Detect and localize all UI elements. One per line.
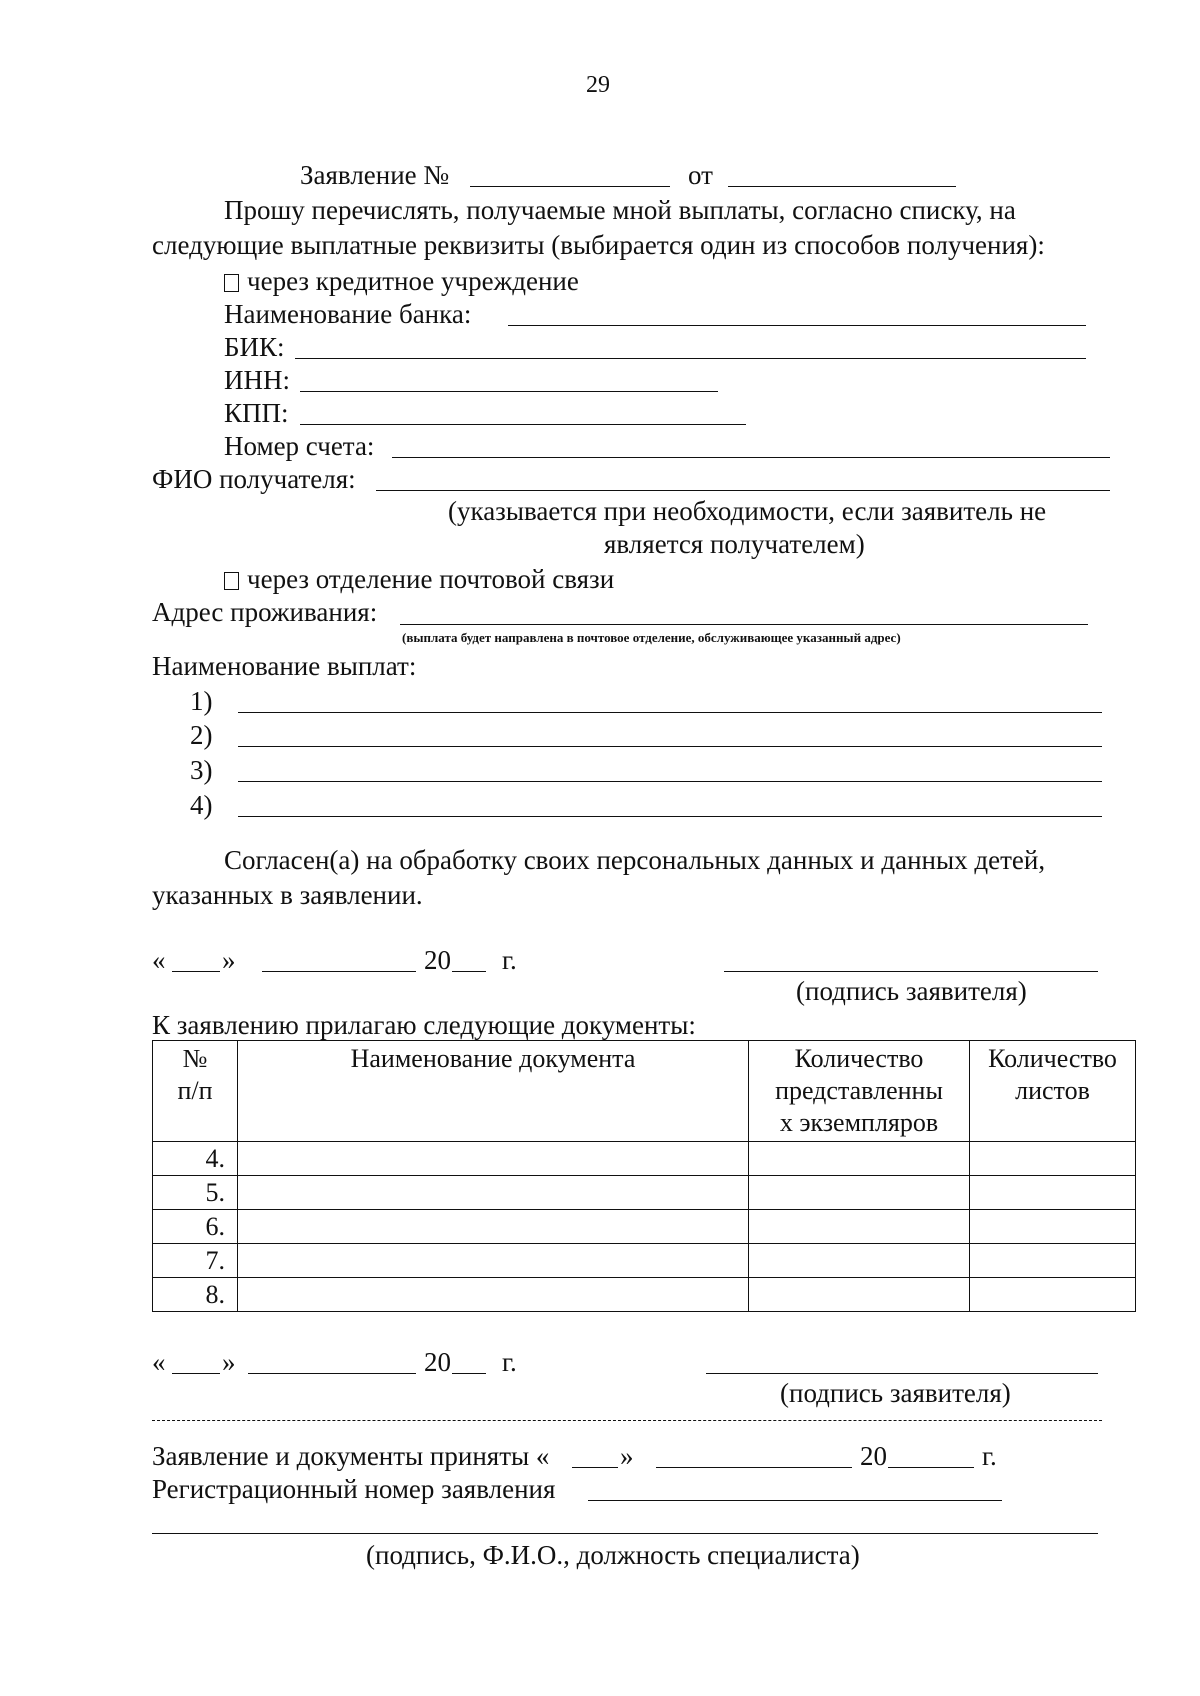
copies-cell[interactable] [749,1142,970,1176]
header-sheets: Количество листов [970,1041,1136,1142]
year-field[interactable] [452,1373,486,1374]
row-number: 7. [153,1244,238,1278]
recipient-note-line-1: (указывается при необходимости, если заявитель не [448,496,1047,526]
header-document-name: Наименование документа [238,1041,749,1142]
kpp-field[interactable] [300,424,746,425]
application-number-field[interactable] [470,186,670,187]
documents-label: К заявлению прилагаю следующие документы: [152,1010,696,1040]
payment-field[interactable] [238,781,1102,782]
date-close-quote: » [222,1347,236,1377]
payment-field[interactable] [238,746,1102,747]
copies-cell[interactable] [749,1278,970,1312]
table-row [153,1176,1136,1210]
option-post-label: через отделение почтовой связи [247,564,615,594]
kpp-label: КПП: [224,398,289,428]
table-row [153,1210,1136,1244]
sheets-cell[interactable] [970,1244,1136,1278]
month-field[interactable] [248,1373,416,1374]
year-suffix: г. [502,1347,517,1377]
consent-line-1: Согласен(а) на обработку своих персональных данных и данных детей, [224,845,1046,875]
address-note: (выплата будет направлена в почтовое отделение, обслуживающее указанный адрес) [402,630,901,645]
year-prefix: 20 [424,945,451,975]
payment-field[interactable] [238,816,1102,817]
sheets-cell[interactable] [970,1210,1136,1244]
copies-cell[interactable] [749,1176,970,1210]
recipient-note-line-2: является получателем) [604,529,865,559]
date-close-quote: » [222,945,236,975]
payments-label: Наименование выплат: [152,651,417,681]
bik-field[interactable] [295,358,1086,359]
header-copies: Количество представленны х экземпляров [749,1041,970,1142]
intro-line-1: Прошу перечислять, получаемые мной выплаты, согласно списку, на [224,195,1016,225]
payment-item-number: 2) [190,720,213,750]
table-row [153,1142,1136,1176]
year-field[interactable] [452,971,486,972]
year-prefix: 20 [424,1347,451,1377]
consent-line-2: указанных в заявлении. [152,880,423,910]
from-label: от [688,160,713,190]
reg-number-label: Регистрационный номер заявления [152,1474,556,1504]
document-name-cell[interactable] [238,1176,749,1210]
bank-name-field[interactable] [508,325,1086,326]
month-field[interactable] [262,971,416,972]
copies-cell[interactable] [749,1244,970,1278]
payment-field[interactable] [238,712,1102,713]
accepted-close-quote: » [620,1441,634,1471]
document-name-cell[interactable] [238,1142,749,1176]
row-number: 4. [153,1142,238,1176]
document-name-cell[interactable] [238,1244,749,1278]
sheets-cell[interactable] [970,1142,1136,1176]
table-row [153,1278,1136,1312]
table-row [153,1244,1136,1278]
sheets-cell[interactable] [970,1278,1136,1312]
recipient-field[interactable] [376,490,1110,491]
sheets-cell[interactable] [970,1176,1136,1210]
accepted-day-field[interactable] [572,1467,618,1468]
bank-checkbox-icon[interactable] [224,274,239,292]
documents-table [152,1040,1136,1312]
page-number: 29 [586,72,610,98]
signature-field[interactable] [706,1373,1098,1374]
day-field[interactable] [172,1373,220,1374]
recipient-label: ФИО получателя: [152,464,356,494]
accepted-month-field[interactable] [656,1467,852,1468]
date-open-quote: « [152,945,166,975]
day-field[interactable] [172,971,220,972]
address-field[interactable] [400,624,1088,625]
cut-line [152,1420,1102,1421]
bik-label: БИК: [224,332,285,362]
row-number: 5. [153,1176,238,1210]
accepted-year-field[interactable] [888,1467,974,1468]
signature-field[interactable] [724,971,1098,972]
year-suffix: г. [502,945,517,975]
header-num: № п/п [153,1041,238,1142]
row-number: 8. [153,1278,238,1312]
payment-item-number: 3) [190,755,213,785]
table-header-row [153,1041,1136,1142]
option-bank[interactable] [224,266,579,296]
account-label: Номер счета: [224,431,375,461]
signature-caption: (подпись заявителя) [796,976,1027,1006]
document-name-cell[interactable] [238,1278,749,1312]
inn-label: ИНН: [224,365,290,395]
date-open-quote: « [152,1347,166,1377]
intro-line-2: следующие выплатные реквизиты (выбирается один из способов получения): [152,230,1045,260]
address-label: Адрес проживания: [152,597,378,627]
application-date-field[interactable] [728,186,956,187]
post-checkbox-icon[interactable] [224,572,239,590]
account-field[interactable] [392,457,1110,458]
row-number: 6. [153,1210,238,1244]
application-title: Заявление № [300,160,450,190]
copies-cell[interactable] [749,1210,970,1244]
document-name-cell[interactable] [238,1210,749,1244]
accepted-year-prefix: 20 [860,1441,887,1471]
specialist-signature-field[interactable] [152,1533,1098,1534]
reg-number-field[interactable] [588,1500,1002,1501]
inn-field[interactable] [300,391,718,392]
option-post[interactable] [224,564,614,594]
payment-item-number: 4) [190,790,213,820]
accepted-year-suffix: г. [982,1441,997,1471]
specialist-caption: (подпись, Ф.И.О., должность специалиста) [366,1540,860,1570]
payment-item-number: 1) [190,686,213,716]
signature-caption: (подпись заявителя) [780,1378,1011,1408]
bank-name-label: Наименование банка: [224,299,472,329]
accepted-label: Заявление и документы приняты « [152,1441,550,1471]
option-bank-label: через кредитное учреждение [247,266,579,296]
